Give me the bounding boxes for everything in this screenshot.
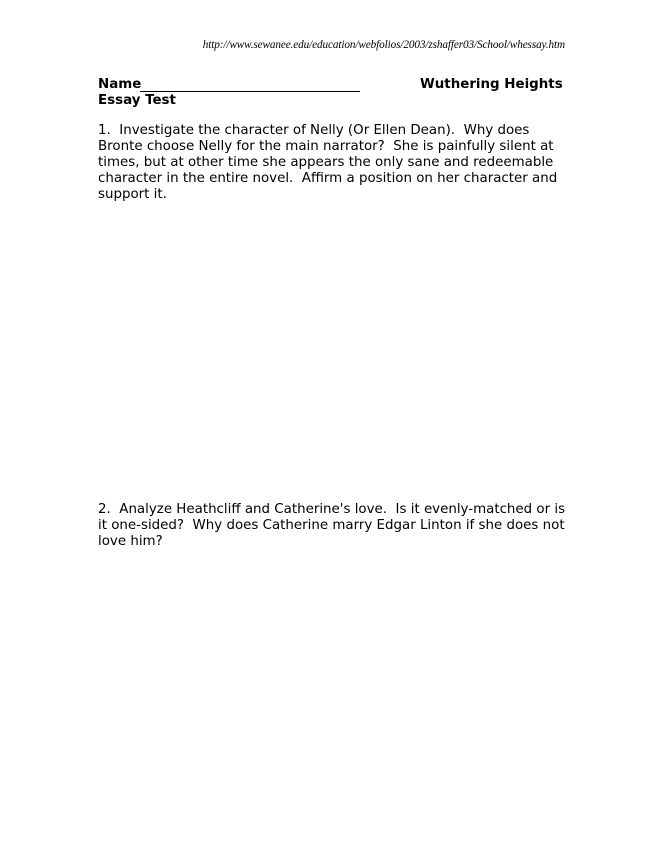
source-url: http://www.sewanee.edu/education/webfolios/2003/zshaffer03/School/whessay.htm [202, 39, 565, 51]
name-label: Name [98, 77, 142, 92]
question-2: 2. Analyze Heathcliff and Catherine's love. Is it evenly-matched or is it one-sided? Why does Catherine marry Edgar Linton if she does not love him? [98, 502, 570, 549]
book-title: Wuthering Heights [420, 77, 563, 92]
question-1: 1. Investigate the character of Nelly (Or Ellen Dean). Why does Bronte choose Nelly for the main narrator? She is painfully silent at times, but at other time she appears the only sane and redeemable character in the entire novel. Affirm a position on her character and support it. [98, 123, 562, 202]
name-blank-line [140, 91, 360, 92]
test-title: Essay Test [98, 93, 176, 108]
